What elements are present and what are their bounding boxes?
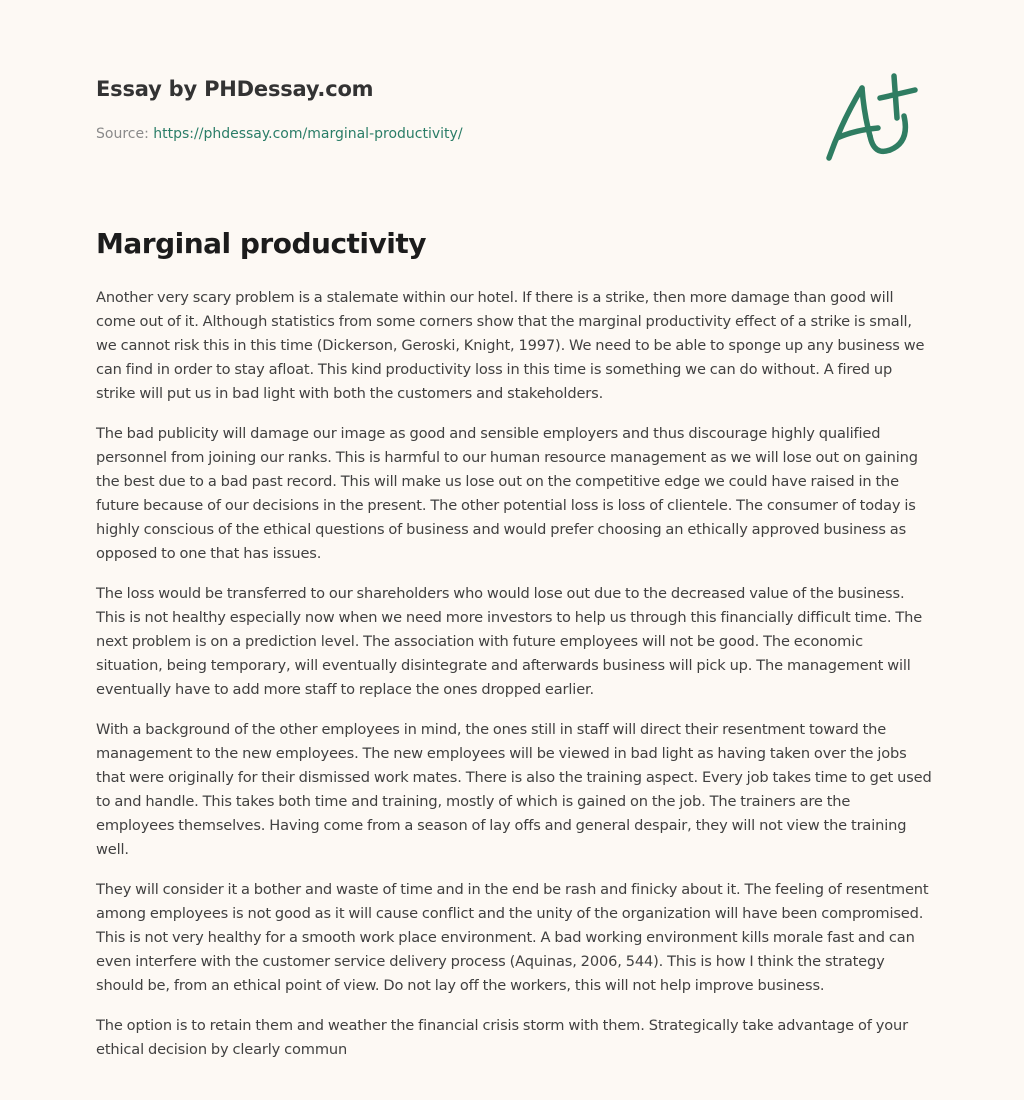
essay-body: [96, 286, 932, 1078]
essay-paragraph: Another very scary problem is a stalemate within our hotel. If there is a strike, then more damage than good will come out of it. Although statistics from some corners show that the marginal productivity effect of a strike is small, we cannot risk this in this time (Dickerson, Geroski, Knight, 1997). We need to be able to sponge up any business we can find in order to stay afloat. This kind productivity loss in this time is something we can do without. A fired up strike will put us in bad light with both the customers and stakeholders.: [96, 289, 925, 402]
a-plus-grade-icon: [820, 66, 930, 166]
page-header: [96, 74, 916, 142]
essay-paragraph: With a background of the other employees in mind, the ones still in staff will direct their resentment toward the management to the new employees. The new employees will be viewed in bad light as having taken over the jobs that were originally for their dismissed work mates. There is also the training aspect. Every job takes time to get used to and handle. This takes both time and training, mostly of which is gained on the job. The trainers are the employees themselves. Having come from a season of lay offs and general despair, they will not view the training well.: [96, 721, 932, 858]
source-link[interactable]: https://phdessay.com/marginal-productivity/: [153, 126, 463, 142]
essay-paragraph: The bad publicity will damage our image as good and sensible employers and thus discourage highly qualified personnel from joining our ranks. This is harmful to our human resource management as we will lose out on gaining the best due to a bad past record. This will make us lose out on the competitive edge we could have raised in the future because of our decisions in the present. The other potential loss is loss of clientele. The consumer of today is highly conscious of the ethical questions of business and would prefer choosing an ethically approved business as opposed to one that has issues.: [96, 425, 918, 562]
essay-paragraph: They will consider it a bother and waste of time and in the end be rash and finicky about it. The feeling of resentment among employees is not good as it will cause conflict and the unity of the organization will have been compromised. This is not very healthy for a smooth work place environment. A bad working environment kills morale fast and can even interfere with the customer service delivery process (Aquinas, 2006, 544). This is how I think the strategy should be, from an ethical point of view. Do not lay off the workers, this will not help improve business.: [96, 881, 929, 994]
source-label: Source:: [96, 126, 154, 142]
site-title: Essay by PHDessay.com: [96, 77, 374, 101]
source-line: [96, 124, 463, 144]
essay-paragraph: The option is to retain them and weather the financial crisis storm with them. Strategically take advantage of your ethical decision by clearly commun: [96, 1017, 908, 1058]
essay-title: Marginal productivity: [96, 227, 427, 260]
essay-paragraph: The loss would be transferred to our shareholders who would lose out due to the decreased value of the business. This is not healthy especially now when we need more investors to help us through this financially difficult time. The next problem is on a prediction level. The association with future employees will not be good. The economic situation, being temporary, will eventually disintegrate and afterwards business will pick up. The management will eventually have to add more staff to replace the ones dropped earlier.: [96, 585, 923, 698]
